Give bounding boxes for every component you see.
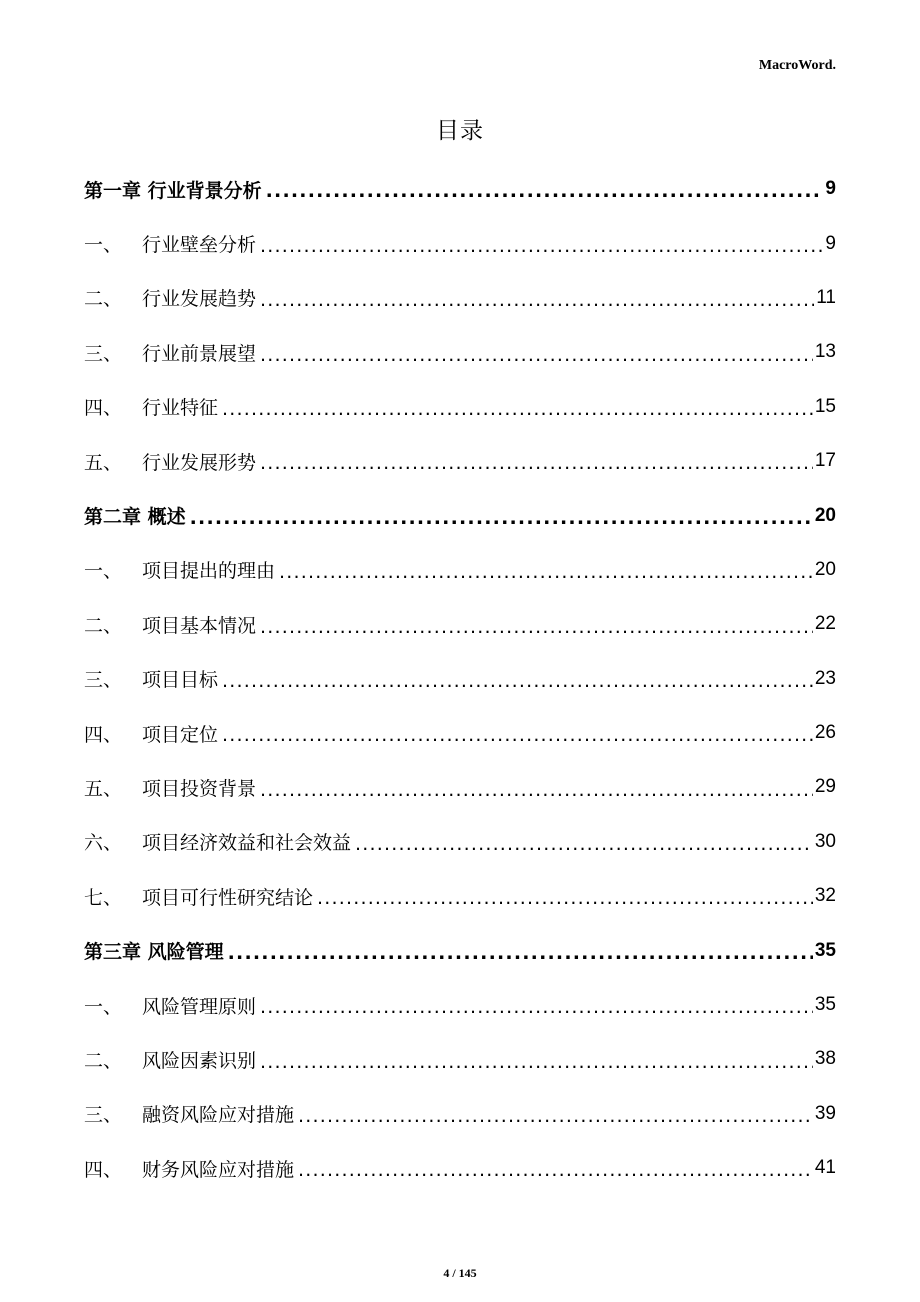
toc-entry-label: 项目投资背景 [142, 777, 257, 800]
toc-entry-page: 29 [814, 776, 836, 798]
page-number: 4 / 145 [443, 1266, 477, 1280]
toc-dot-leader [260, 283, 814, 317]
toc-section-entry[interactable] [84, 325, 836, 379]
toc-dot-leader [190, 501, 813, 535]
toc-dot-leader [222, 718, 813, 752]
toc-entry-label: 风险管理原则 [142, 995, 257, 1018]
toc-dot-leader [279, 555, 813, 589]
toc-entry-page: 35 [814, 994, 836, 1016]
toc-entry-label: 财务风险应对措施 [142, 1158, 295, 1181]
page-title: 目录 [436, 118, 484, 144]
toc-entry-page: 38 [814, 1048, 836, 1070]
toc-entry-page: 15 [814, 395, 836, 417]
toc-entry-page: 20 [814, 558, 836, 580]
toc-entry-page: 26 [814, 722, 836, 744]
toc-entry-label: 第三章 风险管理 [84, 941, 224, 964]
toc-entry-label: 项目提出的理由 [142, 560, 276, 583]
toc-entry-number: 五、 [84, 777, 123, 800]
toc-dot-leader [260, 446, 813, 480]
toc-entry-number: 四、 [84, 1158, 123, 1181]
toc-entry-number: 四、 [84, 723, 123, 746]
toc-entry-page: 23 [814, 667, 836, 689]
toc-section-entry[interactable] [84, 978, 836, 1032]
toc-section-entry[interactable] [84, 597, 836, 651]
toc-dot-leader [260, 773, 813, 807]
toc-entry-number: 三、 [84, 1104, 123, 1127]
toc-section-entry[interactable] [84, 216, 836, 270]
toc-entry-number: 一、 [84, 995, 123, 1018]
toc-dot-leader [266, 174, 824, 208]
toc-entry-number: 六、 [84, 832, 123, 855]
toc-entry-number: 二、 [84, 614, 123, 637]
toc-entry-page: 22 [814, 613, 836, 635]
toc-dot-leader [228, 936, 813, 970]
toc-entry-page: 35 [814, 939, 836, 961]
header-brand: MacroWord. [758, 58, 836, 73]
toc-section-entry[interactable] [84, 380, 836, 434]
toc-chapter-entry[interactable] [84, 488, 836, 542]
toc-entry-label: 第二章 概述 [84, 506, 186, 529]
toc-entry-label: 第一章 行业背景分析 [84, 179, 262, 202]
toc-section-entry[interactable] [84, 271, 836, 325]
toc-entry-label: 行业特征 [142, 397, 219, 420]
toc-entry-label: 项目经济效益和社会效益 [142, 832, 352, 855]
toc-entry-number: 七、 [84, 886, 123, 909]
toc-dot-leader [317, 881, 813, 915]
toc-dot-leader [355, 827, 813, 861]
toc-dot-leader [222, 392, 813, 426]
toc-entry-page: 39 [814, 1102, 836, 1124]
toc-dot-leader [260, 229, 823, 263]
toc-entry-number: 一、 [84, 234, 123, 257]
toc-dot-leader [222, 664, 813, 698]
toc-section-entry[interactable] [84, 760, 836, 814]
toc-section-entry[interactable] [84, 1141, 836, 1195]
toc-entry-label: 融资风险应对措施 [142, 1104, 295, 1127]
toc-entry-page: 20 [814, 504, 836, 526]
toc-entry-label: 行业发展形势 [142, 451, 257, 474]
toc-dot-leader [260, 1045, 813, 1079]
toc-dot-leader [260, 990, 813, 1024]
toc-section-entry[interactable] [84, 434, 836, 488]
toc-section-entry[interactable] [84, 543, 836, 597]
toc-dot-leader [260, 338, 813, 372]
toc-entry-label: 行业壁垒分析 [142, 234, 257, 257]
toc-entry-number: 三、 [84, 669, 123, 692]
toc-entry-page: 32 [814, 885, 836, 907]
toc-entry-number: 一、 [84, 560, 123, 583]
toc-entry-number: 二、 [84, 288, 123, 311]
toc-entry-label: 风险因素识别 [142, 1049, 257, 1072]
toc-entry-page: 13 [814, 341, 836, 363]
toc-section-entry[interactable] [84, 869, 836, 923]
toc-entry-number: 四、 [84, 397, 123, 420]
toc-entry-page: 9 [825, 178, 836, 200]
toc-entry-number: 三、 [84, 342, 123, 365]
toc-entry-label: 项目目标 [142, 669, 219, 692]
toc-entry-page: 30 [814, 830, 836, 852]
toc-entry-page: 41 [814, 1157, 836, 1179]
toc-entry-label: 行业发展趋势 [142, 288, 257, 311]
toc-entry-page: 17 [814, 450, 836, 472]
toc-entry-label: 项目可行性研究结论 [142, 886, 314, 909]
toc-chapter-entry[interactable] [84, 923, 836, 977]
toc-entry-label: 项目基本情况 [142, 614, 257, 637]
toc-chapter-entry[interactable] [84, 162, 836, 216]
toc-entry-label: 行业前景展望 [142, 342, 257, 365]
toc-section-entry[interactable] [84, 706, 836, 760]
toc-dot-leader [260, 610, 813, 644]
toc-section-entry[interactable] [84, 1032, 836, 1086]
toc-entry-page: 9 [825, 232, 836, 254]
toc-entry-number: 二、 [84, 1049, 123, 1072]
toc-section-entry[interactable] [84, 652, 836, 706]
toc-list [84, 162, 836, 1195]
toc-section-entry[interactable] [84, 815, 836, 869]
toc-entry-number: 五、 [84, 451, 123, 474]
toc-dot-leader [298, 1153, 813, 1187]
toc-entry-label: 项目定位 [142, 723, 219, 746]
toc-entry-page: 11 [816, 286, 836, 308]
toc-section-entry[interactable] [84, 1087, 836, 1141]
toc-dot-leader [298, 1099, 813, 1133]
